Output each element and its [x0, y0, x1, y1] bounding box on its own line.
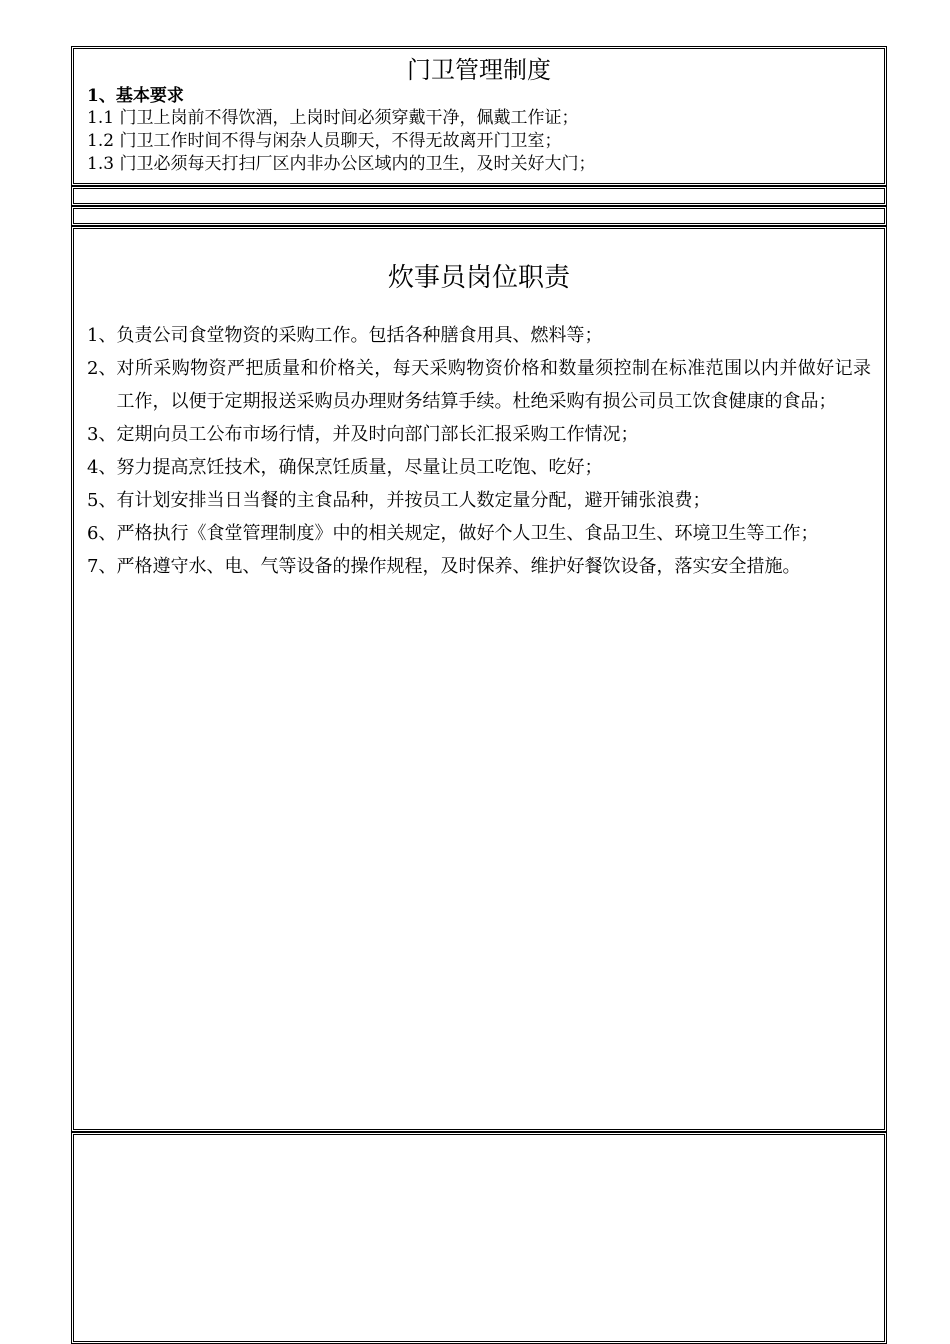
duty-number: 2、	[87, 358, 117, 379]
cook-duties-title: 炊事员岗位职责	[387, 263, 570, 293]
duty-item	[87, 517, 871, 550]
gate-rules-title: 门卫管理制度	[407, 56, 551, 84]
duty-item	[87, 550, 871, 583]
duty-number: 3、	[87, 424, 117, 445]
duty-text: 严格遵守水、电、气等设备的操作规程，及时保养、维护好餐饮设备，落实安全措施。	[116, 556, 801, 577]
duty-item	[87, 352, 871, 418]
duty-number: 5、	[87, 490, 117, 511]
requirement-line: 1.1 门卫上岗前不得饮酒，上岗时间必须穿戴干净，佩戴工作证；	[87, 108, 579, 128]
empty-row	[71, 206, 887, 226]
duty-number: 6、	[87, 523, 117, 544]
duty-item	[87, 418, 871, 451]
duty-text: 努力提高烹饪技术，确保烹饪质量，尽量让员工吃饱、吃好；	[116, 457, 603, 478]
duty-text: 严格执行《食堂管理制度》中的相关规定，做好个人卫生、食品卫生、环境卫生等工作；	[116, 523, 819, 544]
duty-item	[87, 319, 871, 352]
duty-text: 负责公司食堂物资的采购工作。包括各种膳食用具、燃料等；	[116, 325, 603, 346]
duty-item	[87, 484, 871, 517]
duty-list	[87, 319, 871, 583]
duty-text: 有计划安排当日当餐的主食品种，并按员工人数定量分配，避开铺张浪费；	[116, 490, 711, 511]
basic-requirements-heading: 1、基本要求	[87, 86, 184, 106]
requirement-line: 1.2 门卫工作时间不得与闲杂人员聊天，不得无故离开门卫室；	[87, 131, 562, 151]
gate-rules-section	[71, 46, 887, 186]
duty-number: 7、	[87, 556, 117, 577]
duty-number: 1、	[87, 325, 117, 346]
empty-section	[71, 1132, 887, 1344]
duty-text: 定期向员工公布市场行情，并及时向部门部长汇报采购工作情况；	[116, 424, 639, 445]
cook-duties-section	[71, 226, 887, 1132]
duty-item	[87, 451, 871, 484]
duty-text: 对所采购物资严把质量和价格关，每天采购物资价格和数量须控制在标准范围以内并做好记录工作，以便于定期报送采购员办理财务结算手续。杜绝采购有损公司员工饮食健康的食品；	[116, 358, 871, 412]
duty-number: 4、	[87, 457, 117, 478]
requirement-line: 1.3 门卫必须每天打扫厂区内非办公区域内的卫生，及时关好大门；	[87, 154, 596, 174]
empty-row	[71, 186, 887, 206]
